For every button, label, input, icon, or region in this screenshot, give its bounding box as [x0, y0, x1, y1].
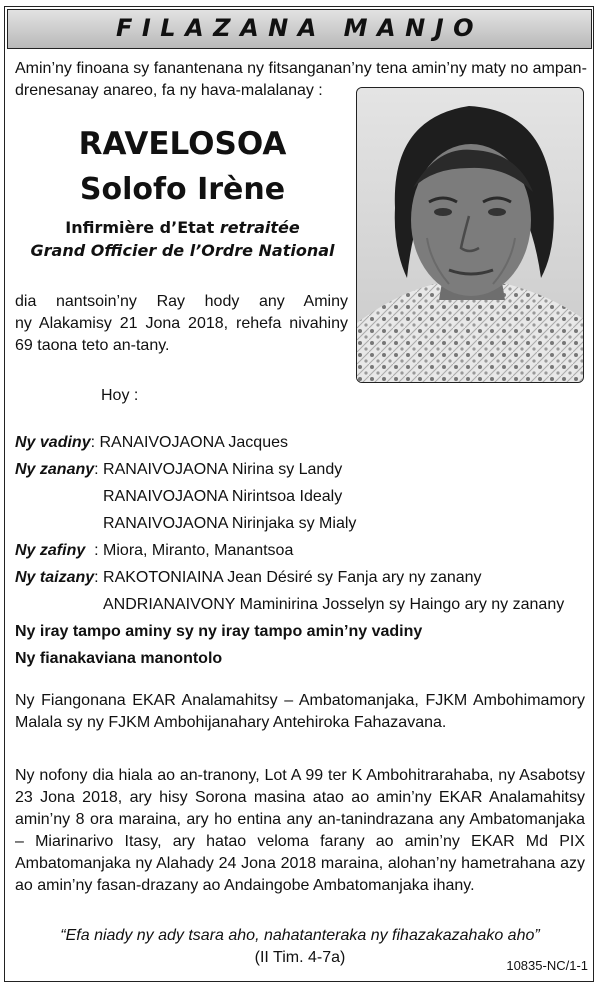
funeral-line-3: amin’ny 8 ora maraina, ary ho entina any an-tanindrazana any Ambatomanjaka	[15, 811, 585, 828]
zafiny-names: : Miora, Miranto, Manantsoa	[85, 542, 294, 559]
taizany-names-1: : RAKOTONIAINA Jean Désiré sy Fanja ary ny zanany	[94, 569, 482, 586]
deceased-surname: RAVELOSOA	[78, 126, 287, 162]
funeral-line-5: Ambatomanjaka ny Alahady 24 Jona 2018 maraina, alohan’ny hametrahana azy	[15, 855, 585, 872]
deceased-profession	[20, 218, 345, 237]
funeral-line-2: 23 Jona 2018, ary hisy Sorona masina atao ao amin’ny EKAR Analamahitsy	[15, 789, 585, 806]
taizany-names-2: ANDRIANAIVONY Maminirina Josselyn sy Haingo ary ny zanany	[103, 596, 565, 613]
intro-line-2: drenesanay anareo, fa ny hava-malalanay :	[15, 82, 323, 99]
vadiny-label: Ny vadiny	[15, 434, 91, 451]
header-title: FILAZANA MANJO	[115, 14, 484, 42]
family-zafiny	[15, 541, 293, 561]
taizany-label: Ny taizany	[15, 569, 95, 586]
header-banner	[7, 9, 592, 49]
family-fianakaviana: Ny fianakaviana manontolo	[15, 650, 223, 667]
hoy-label: Hoy :	[101, 387, 139, 404]
zanany-names-3: RANAIVOJAONA Nirinjaka sy Mialy	[103, 515, 357, 532]
family-tampo: Ny iray tampo aminy sy ny iray tampo amin’ny vadiny	[15, 623, 423, 640]
funeral-line-4: – Miarinarivo Itasy, ary hatao veloma farany ao amin’ny EKAR Md PIX	[15, 833, 585, 850]
notice-reference: 10835-NC/1-1	[506, 958, 588, 973]
profession-text: Infirmière d’Etat	[65, 218, 215, 237]
family-taizany	[15, 568, 482, 588]
deceased-given-names: Solofo Irène	[79, 172, 286, 207]
zafiny-label: Ny zafiny	[15, 542, 86, 559]
intro-line-1: Amin’ny finoana sy fanantenana ny fitsanganan’ny tena amin’ny maty no ampan-	[15, 60, 587, 77]
deceased-honor: Grand Officier de l’Ordre National	[30, 241, 335, 260]
churches-line-2: Malala sy ny FJKM Ambohijanahary Antehiroka Fahazavana.	[15, 714, 447, 731]
profession-status: retraitée	[219, 218, 300, 237]
portrait-photo	[356, 87, 584, 383]
family-vadiny	[15, 433, 288, 453]
quote-text: “Efa niady ny ady tsara aho, nahatanteraka ny fihazakazahako aho”	[60, 927, 540, 944]
zanany-names-1: : RANAIVOJAONA Nirina sy Landy	[94, 461, 343, 478]
portrait-photo-icon	[357, 88, 584, 383]
zanany-label: Ny zanany	[15, 461, 95, 478]
family-zanany	[15, 460, 342, 480]
zanany-names-2: RANAIVOJAONA Nirintsoa Idealy	[103, 488, 343, 505]
quote-reference: (II Tim. 4-7a)	[254, 949, 346, 966]
death-line-1: dia nantsoin’ny Ray hody any Aminy	[15, 293, 348, 310]
funeral-line-6: ao amin’ny fasan-drazany ao Andaingobe Ambatomanjaka ihany.	[15, 877, 475, 894]
funeral-line-1: Ny nofony dia hiala ao an-tranony, Lot A 99 ter K Ambohitrarahaba, ny Asabotsy	[15, 767, 585, 784]
vadiny-names: : RANAIVOJAONA Jacques	[90, 434, 288, 451]
death-line-2: ny Alakamisy 21 Jona 2018, rehefa nivahiny	[15, 315, 348, 332]
churches-line-1: Ny Fiangonana EKAR Analamahitsy – Ambatomanjaka, FJKM Ambohimamory	[15, 692, 585, 709]
death-line-3: 69 taona teto an-tany.	[15, 337, 170, 354]
